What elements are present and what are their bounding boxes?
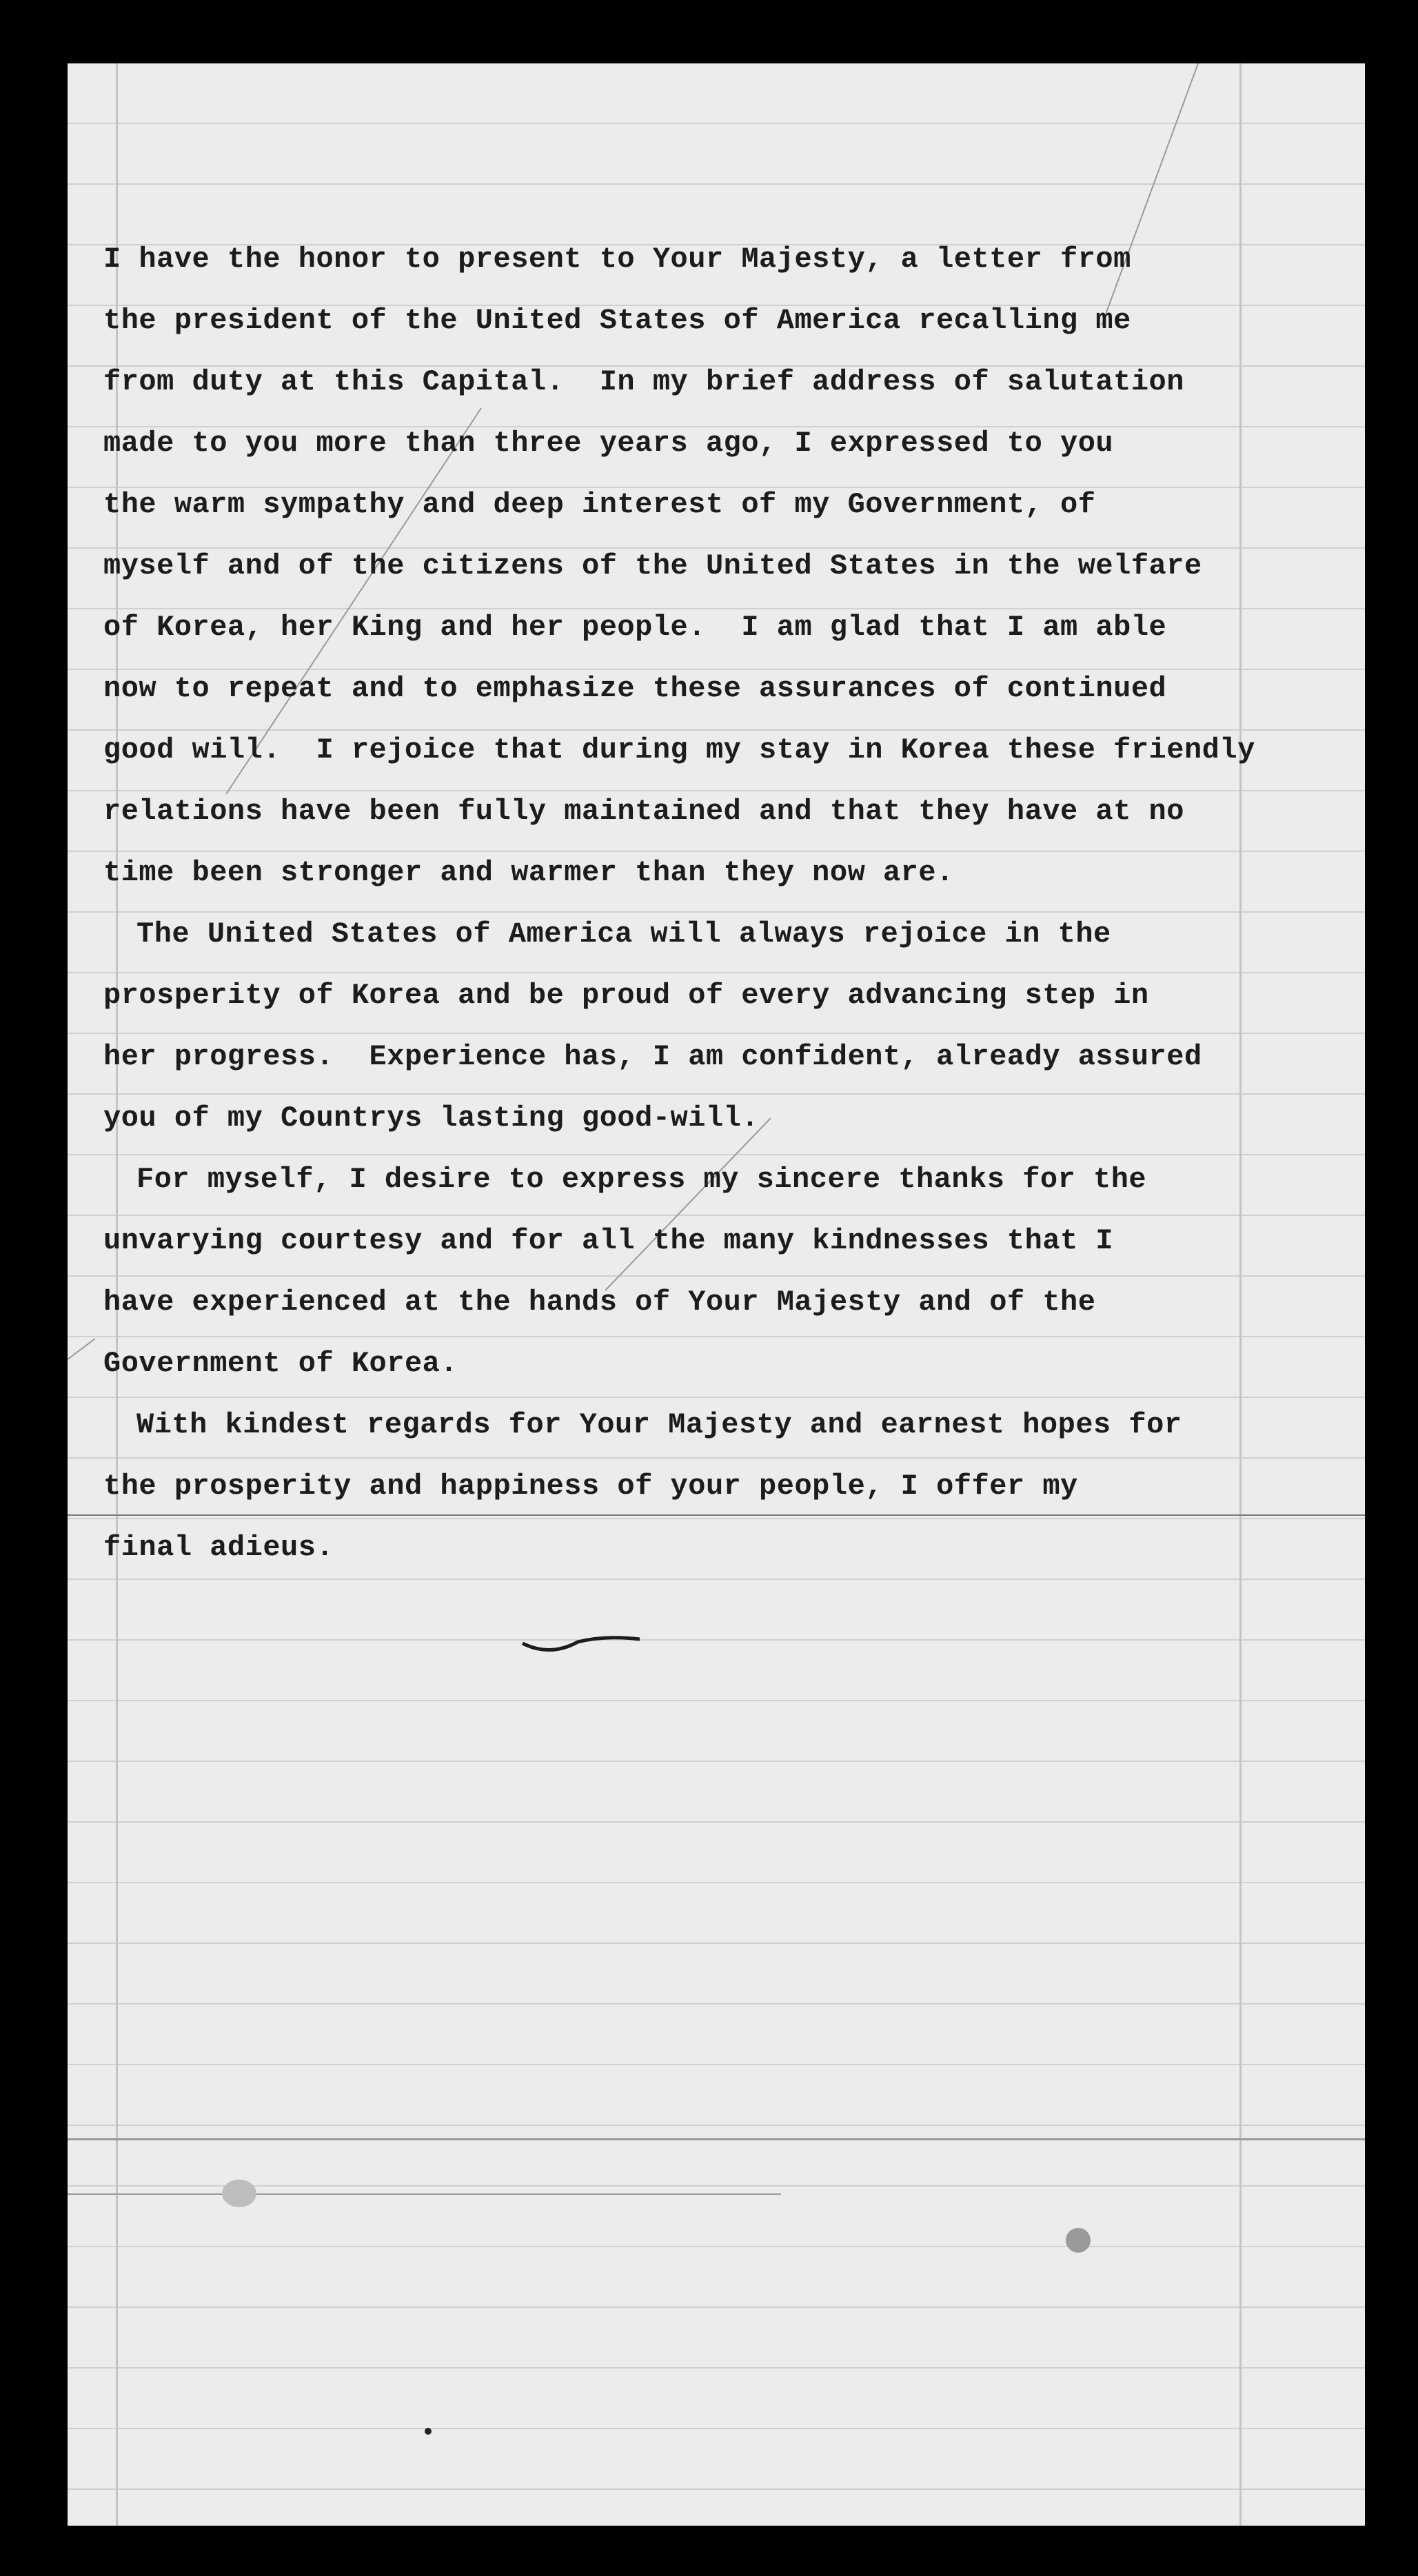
letter-line: myself and of the citizens of the United States in the welfare [103, 549, 1202, 582]
letter-line: from duty at this Capital. In my brief address of salutation [103, 365, 1184, 398]
letter-line: Government of Korea. [103, 1347, 458, 1380]
letter-line: unvarying courtesy and for all the many kindnesses that I [103, 1224, 1114, 1257]
letter-line: the warm sympathy and deep interest of my Government, of [103, 488, 1096, 521]
letter-line: made to you more than three years ago, I expressed to you [103, 427, 1114, 460]
letter-line: good will. I rejoice that during my stay in Korea these friendly [103, 733, 1255, 767]
letter-line: With kindest regards for Your Majesty and earnest hopes for [136, 1408, 1182, 1441]
letter-line: The United States of America will always rejoice in the [136, 917, 1111, 951]
letter-line: relations have been fully maintained and that they have at no [103, 795, 1184, 828]
letter-line: the president of the United States of America recalling me [103, 304, 1131, 337]
letter-line: her progress. Experience has, I am confident, already assured [103, 1040, 1202, 1073]
letter-line: For myself, I desire to express my sincere thanks for the [136, 1163, 1147, 1196]
document-page [68, 63, 1365, 2526]
letter-line: of Korea, her King and her people. I am glad that I am able [103, 611, 1167, 644]
letter-line: you of my Countrys lasting good-will. [103, 1102, 760, 1135]
letter-line: prosperity of Korea and be proud of every advancing step in [103, 979, 1149, 1012]
letter-line: final adieus. [103, 1531, 334, 1564]
letter-line: time been stronger and warmer than they now are. [103, 856, 954, 889]
letter-line: I have the honor to present to Your Majesty, a letter from [103, 243, 1131, 276]
letter-line: have experienced at the hands of Your Majesty and of the [103, 1286, 1096, 1319]
letter-body [103, 229, 1358, 1579]
letter-line: the prosperity and happiness of your people, I offer my [103, 1470, 1078, 1503]
letter-line: now to repeat and to emphasize these assurances of continued [103, 672, 1167, 705]
